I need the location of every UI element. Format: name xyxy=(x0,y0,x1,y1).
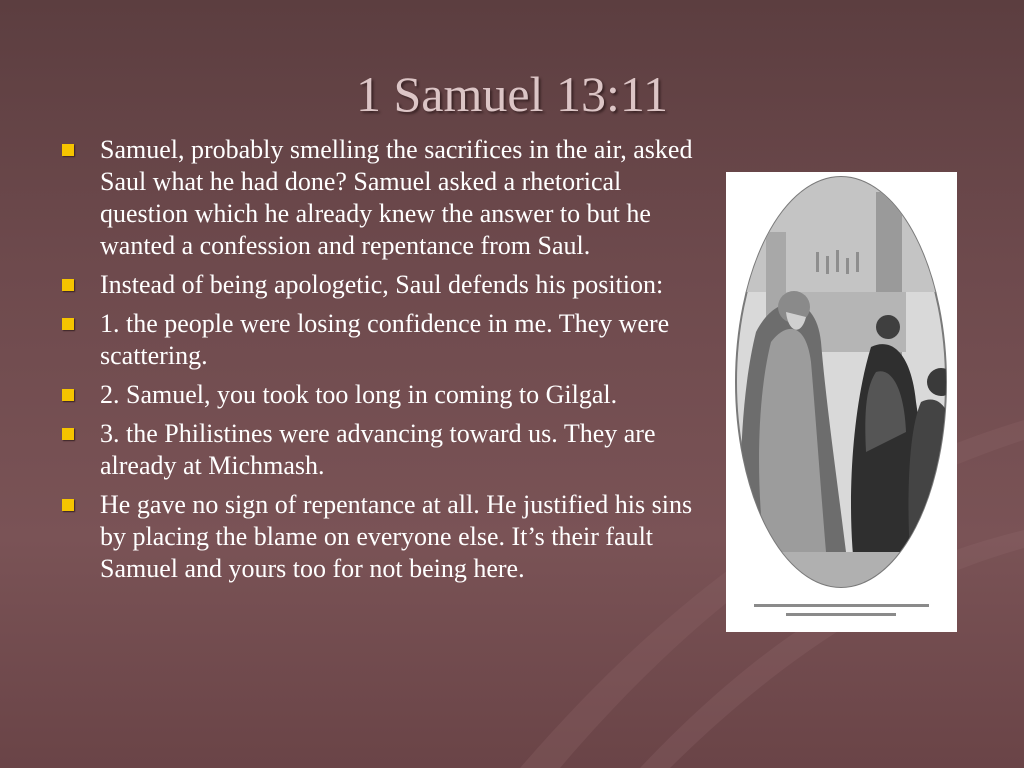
bullet-item xyxy=(62,418,712,482)
square-bullet-icon xyxy=(62,389,74,401)
square-bullet-icon xyxy=(62,428,74,440)
illustration-art xyxy=(726,172,957,632)
bullet-text: Samuel, probably smelling the sacrifices in the air, asked Saul what he had done? Samuel asked a rhetorical question which he already knew the answer to but he wanted a confession and repentance from Saul. xyxy=(100,135,693,260)
square-bullet-icon xyxy=(62,279,74,291)
bullet-text: He gave no sign of repentance at all. He justified his sins by placing the blame on everyone else. It’s their fault Samuel and yours too for not being here. xyxy=(100,490,693,583)
illustration-samuel-and-saul xyxy=(726,172,957,632)
slide-title: 1 Samuel 13:11 xyxy=(355,66,668,122)
bullet-item xyxy=(62,134,712,262)
square-bullet-icon xyxy=(62,499,74,511)
bullet-list xyxy=(62,134,712,592)
bullet-item xyxy=(62,308,712,372)
square-bullet-icon xyxy=(62,318,74,330)
bullet-text: 1. the people were losing confidence in me. They were scattering. xyxy=(100,309,670,370)
caption-scribble xyxy=(754,604,929,616)
bullet-text: 3. the Philistines were advancing toward us. They are already at Michmash. xyxy=(100,419,656,480)
bullet-item xyxy=(62,489,712,585)
bullet-item xyxy=(62,269,712,301)
bullet-text: Instead of being apologetic, Saul defends his position: xyxy=(100,270,664,299)
square-bullet-icon xyxy=(62,144,74,156)
bullet-text: 2. Samuel, you took too long in coming to Gilgal. xyxy=(100,380,618,409)
bullet-item xyxy=(62,379,712,411)
